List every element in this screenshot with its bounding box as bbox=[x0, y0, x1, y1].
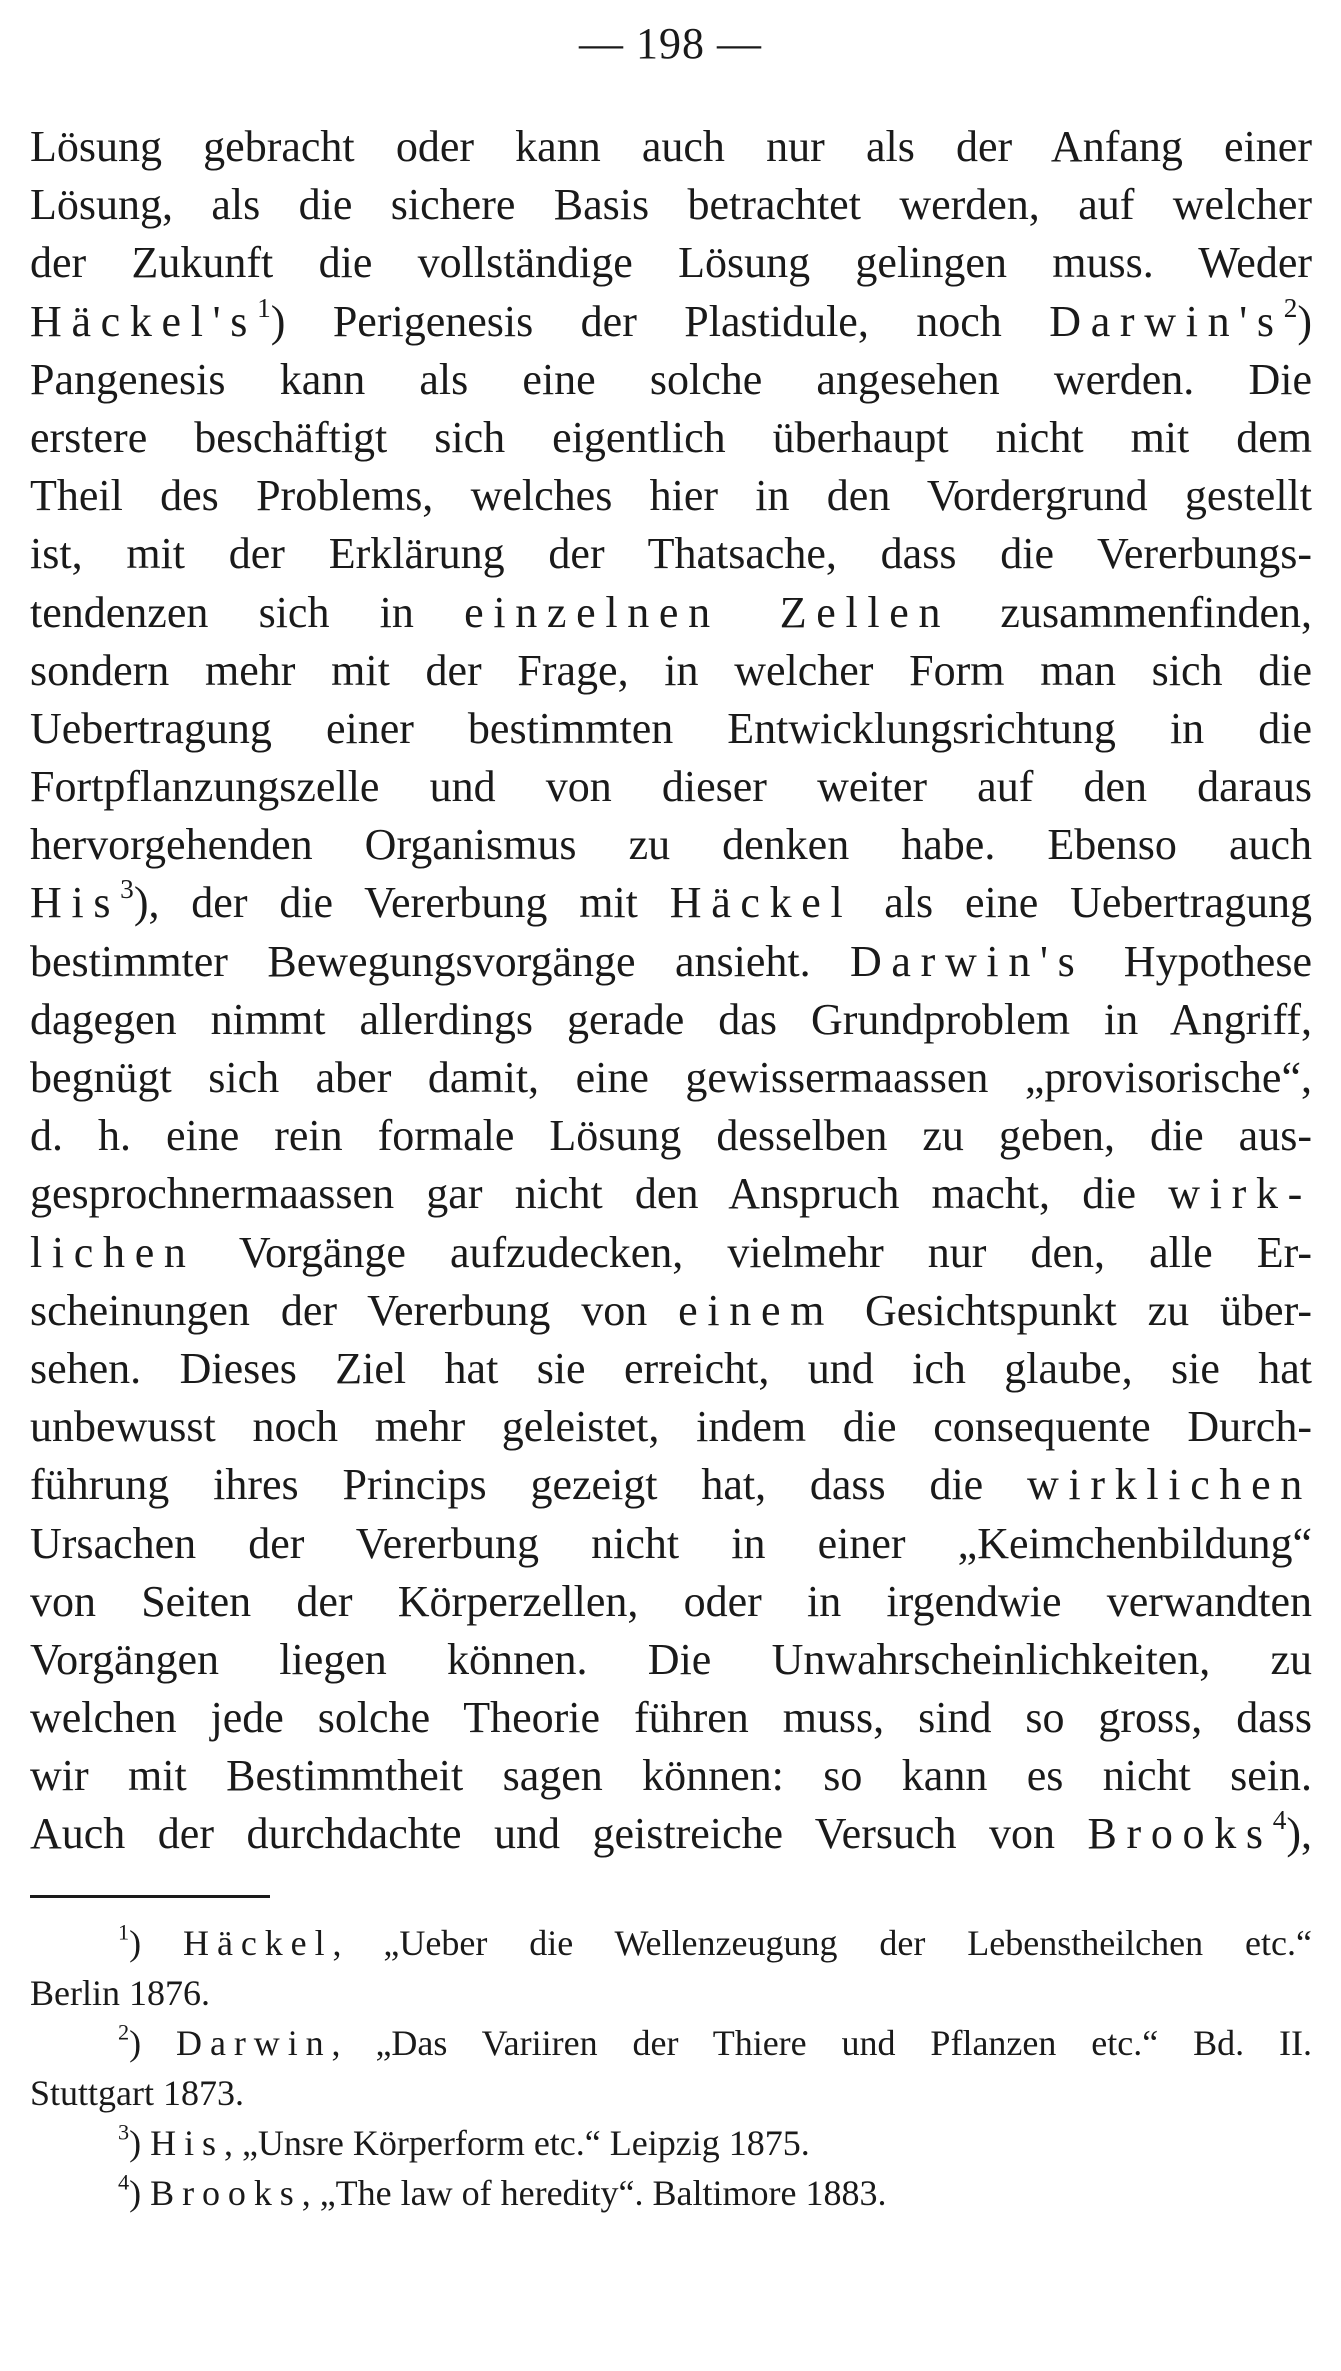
footnote-2: $^2$) Darwin, „Das Variiren der Thiere und Pflanzen etc.“ Bd. II. bbox=[118, 2019, 1312, 2063]
emphasis: einem bbox=[678, 1285, 835, 1335]
text-line: gesprochnermaassen gar nicht den Anspruch macht, die wirk- bbox=[30, 1169, 1312, 1219]
footnote-mark: 3 bbox=[118, 2119, 130, 2145]
main-paragraph bbox=[30, 118, 1312, 1864]
footnote-ref: 3 bbox=[120, 874, 134, 905]
text-line: Lösung, als die sichere Basis betrachtet werden, auf welcher bbox=[30, 180, 1312, 230]
emphasis: wirk- bbox=[1168, 1169, 1312, 1219]
text-line: lichen Vorgänge aufzudecken, vielmehr nur den, alle Er- bbox=[30, 1227, 1312, 1277]
author-name: Darwin bbox=[176, 2023, 332, 2063]
text-line: sehen. Dieses Ziel hat sie erreicht, und ich glaube, sie hat bbox=[30, 1343, 1312, 1393]
emphasis: wirklichen bbox=[1027, 1460, 1312, 1510]
footnote-1: $^1$) Häckel, „Ueber die Wellenzeugung der Lebenstheilchen etc.“ bbox=[118, 1919, 1312, 1963]
text-line: Pangenesis kann als eine solche angesehen werden. Die bbox=[30, 354, 1312, 404]
text-line: d. h. eine rein formale Lösung desselben zu geben, die aus- bbox=[30, 1111, 1312, 1161]
footnote-ref: 4 bbox=[1272, 1805, 1287, 1836]
author-name: Brooks bbox=[150, 2173, 302, 2213]
text-line: sondern mehr mit der Frage, in welcher Form man sich die bbox=[30, 645, 1312, 695]
footnote-3: $^3$) His, „Unsre Körperform etc.“ Leipzig 1875. bbox=[118, 2119, 810, 2163]
author-name: Darwin's bbox=[849, 936, 1085, 986]
text-line: Ursachen der Vererbung nicht in einer „Keimchenbildung“ bbox=[30, 1518, 1312, 1568]
text-line: dagegen nimmt allerdings gerade das Grundproblem in Angriff, bbox=[30, 994, 1312, 1044]
text-line: von Seiten der Körperzellen, oder in irgendwie verwandten bbox=[30, 1576, 1312, 1626]
footnote-ref: 2 bbox=[1283, 292, 1298, 323]
text-line: führung ihres Princips gezeigt hat, dass die wirklichen bbox=[30, 1460, 1312, 1510]
footnote-ref: 1 bbox=[257, 292, 271, 323]
footnote-4: $^4$) Brooks, „The law of heredity“. Baltimore 1883. bbox=[118, 2169, 887, 2213]
emphasis: einzelnen Zellen bbox=[464, 587, 951, 637]
text-line: unbewusst noch mehr geleistet, indem die consequente Durch- bbox=[30, 1402, 1312, 1452]
text-line: Theil des Problems, welches hier in den Vordergrund gestellt bbox=[30, 471, 1312, 521]
text-line: scheinungen der Vererbung von einem Gesichtspunkt zu über- bbox=[30, 1285, 1312, 1335]
footnotes bbox=[30, 1918, 1312, 2218]
author-name: Häckel bbox=[669, 878, 853, 928]
text-line: Lösung gebracht oder kann auch nur als der Anfang einer bbox=[30, 122, 1312, 171]
footnote-2-continuation: Stuttgart 1873. bbox=[30, 2073, 244, 2113]
text-line: $Häckel's^1$) Perigenesis der Plastidule, noch $Darwin's^2$) bbox=[30, 292, 1312, 346]
text-line: begnügt sich aber damit, eine gewissermaassen „provisorische“, bbox=[30, 1053, 1312, 1102]
text-line: ist, mit der Erklärung der Thatsache, dass die Vererbungs- bbox=[30, 529, 1312, 579]
author-name: His bbox=[150, 2123, 224, 2163]
text-line: wir mit Bestimmtheit sagen können: so kann es nicht sein. bbox=[30, 1751, 1312, 1801]
text-line: Fortpflanzungszelle und von dieser weiter auf den daraus bbox=[30, 762, 1312, 812]
footnote-mark: 4 bbox=[118, 2169, 130, 2195]
text-line: Uebertragung einer bestimmten Entwicklungsrichtung in die bbox=[30, 703, 1312, 753]
text-line: bestimmter Bewegungsvorgänge ansieht. Darwin's Hypothese bbox=[30, 936, 1312, 986]
author-name: Darwin's bbox=[1049, 296, 1284, 346]
page-number: — 198 — bbox=[579, 19, 762, 68]
text-line: Vorgängen liegen können. Die Unwahrscheinlichkeiten, zu bbox=[30, 1634, 1312, 1684]
footnote-1-continuation: Berlin 1876. bbox=[30, 1973, 210, 2013]
text-line: Auch der durchdachte und geistreiche Versuch von Brooks$^4$), bbox=[30, 1805, 1312, 1859]
text-line: der Zukunft die vollständige Lösung gelingen muss. Weder bbox=[30, 238, 1312, 288]
text-line: hervorgehenden Organismus zu denken habe. Ebenso auch bbox=[30, 820, 1312, 870]
text-line: His$^3$), der die Vererbung mit Häckel als eine Uebertragung bbox=[30, 874, 1312, 928]
author-name: Brooks bbox=[1087, 1809, 1273, 1859]
emphasis: lichen bbox=[30, 1227, 196, 1277]
author-name: Häckel bbox=[183, 1923, 333, 1963]
footnote-mark: 1 bbox=[118, 1919, 130, 1945]
author-name: Häckel's bbox=[30, 296, 258, 346]
author-name: His bbox=[30, 878, 121, 928]
footnote-divider bbox=[30, 1895, 270, 1898]
text-line: erstere beschäftigt sich eigentlich überhaupt nicht mit dem bbox=[30, 412, 1312, 462]
text-line: tendenzen sich in einzelnen Zellen zusammenfinden, bbox=[30, 587, 1312, 637]
footnote-mark: 2 bbox=[118, 2019, 130, 2045]
text-line: welchen jede solche Theorie führen muss, sind so gross, dass bbox=[30, 1693, 1312, 1743]
